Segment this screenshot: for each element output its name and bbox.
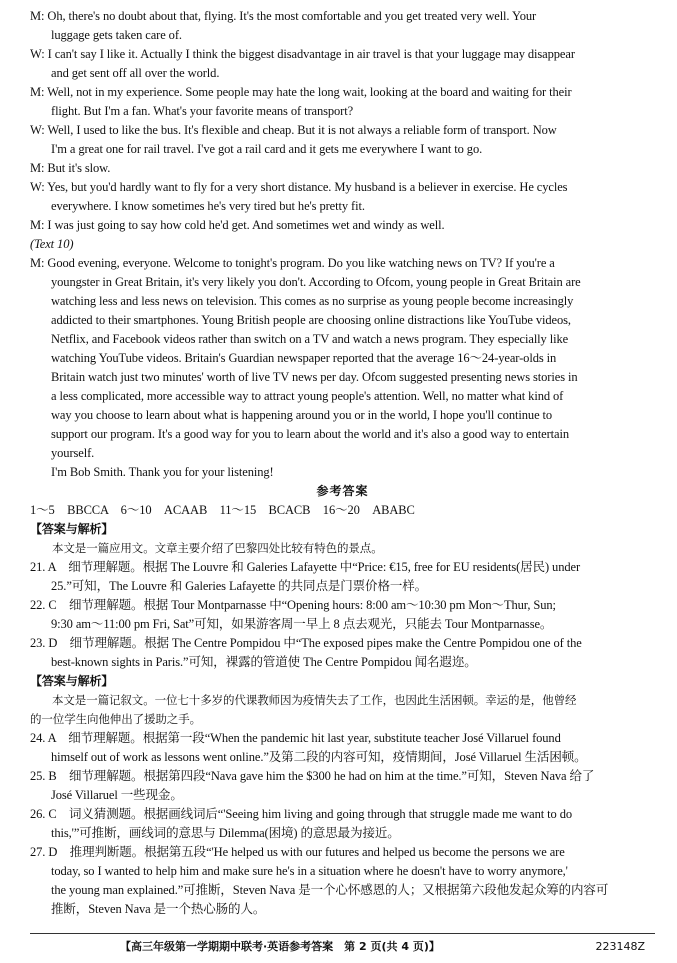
- text-line: support our program. It's a good way for you to learn about the world and it's also a good way to entertain: [51, 427, 569, 441]
- text-line: 27. D 推理判断题。根据第五段“'He helped us with our futures and helped us become the persons we are: [30, 845, 565, 859]
- text-line: 22. C 细节理解题。根据 Tour Montparnasse 中“Opening hours: 8:00 am～10:30 pm Mon～Thur, Sun;: [30, 598, 556, 612]
- answers-heading: 参考答案: [316, 484, 369, 498]
- text-line: everywhere. I know sometimes he's very tired but he's pretty fit.: [51, 199, 365, 213]
- text-line: 本文是一篇记叙文。一位七十多岁的代课教师因为疫情失去了工作，也因此生活困顿。幸运的是，他曾经: [52, 693, 577, 707]
- text-line: 23. D 细节理解题。根据 The Centre Pompidou 中“The exposed pipes make the Centre Pompidou one of the: [30, 636, 582, 650]
- text-line: way you choose to learn about what is happening around you or in the world, I hope you'll continue to: [51, 408, 553, 422]
- text-line: I'm Bob Smith. Thank you for your listening!: [51, 465, 274, 479]
- text-line: 的一位学生向他伸出了援助之手。: [30, 712, 201, 726]
- text-line: best-known sights in Paris.”可知，裸露的管道使 The Centre Pompidou 闻名遐迩。: [51, 655, 477, 669]
- footer-code: 223148Z: [595, 940, 645, 953]
- text-line: 21. A 细节理解题。根据 The Louvre 和 Galeries Lafayette 中“Price: €15, free for EU residents(居民) under: [30, 560, 581, 574]
- text-line: M: Good evening, everyone. Welcome to tonight's program. Do you like watching news on TV? If you're a: [30, 256, 555, 270]
- text-line: M: I was just going to say how cold he'd get. And sometimes wet and windy as well.: [30, 218, 445, 232]
- text-line: youngster in Great Britain, it's very likely you don't. According to Ofcom, young people in Great Britain are: [51, 275, 581, 289]
- text-line: M: But it's slow.: [30, 161, 111, 175]
- text10-label: (Text 10): [30, 237, 74, 251]
- text-line: I'm a great one for rail travel. I've got a rail card and it gets me everywhere I want to go.: [51, 142, 483, 156]
- text-line: 推断，Steven Nava 是一个热心肠的人。: [51, 902, 266, 916]
- page-content: [30, 7, 655, 919]
- text-line: the young man explained.”可推断，Steven Nava 是一个心怀感恩的人；又根据第六段他发起众筹的内容可: [51, 883, 609, 897]
- text-line: 9:30 am～11:00 pm Fri, Sat”可知，如果游客周一早上 8 点去观光，只能去 Tour Montparnasse。: [51, 617, 553, 631]
- footer-divider: [30, 933, 655, 934]
- text-line: Netflix, and Facebook videos rather than switch on a TV and watch a news program. They especially like: [51, 332, 569, 346]
- text-line: M: Well, not in my experience. Some people may hate the long wait, looking at the board and waiting for their: [30, 85, 572, 99]
- answer-key: 1～5 BBCCA 6～10 ACAAB 11～15 BCACB 16～20 ABABC: [30, 503, 415, 517]
- text-line: 本文是一篇应用文。文章主要介绍了巴黎四处比较有特色的景点。: [52, 541, 383, 555]
- section-heading-reading-a: 【答案与解析】: [30, 522, 114, 536]
- listening-transcript-text10: [30, 254, 655, 482]
- text-line: watching less and less news on television. This comes as no surprise as young people become increasingly: [51, 294, 574, 308]
- explanation-reading-b: [30, 691, 655, 919]
- text-line: flight. But I'm a fan. What's your favorite means of transport?: [51, 104, 354, 118]
- text-line: 25.”可知，The Louvre 和 Galeries Lafayette 的共同点是门票价格一样。: [51, 579, 428, 593]
- text-line: W: Yes, but you'd hardly want to fly for a very short distance. My husband is a believer in exercise. He cycles: [30, 180, 568, 194]
- page-footer: [30, 938, 655, 956]
- text-line: Britain watch just two minutes' worth of live TV news per day. Ofcom suggested presenting news stories in: [51, 370, 578, 384]
- text-line: luggage gets taken care of.: [51, 28, 182, 42]
- text-line: José Villaruel 一些现金。: [51, 788, 183, 802]
- text-line: watching YouTube videos. Britain's Guardian newspaper reported that the average 16～24-year-olds in: [51, 351, 557, 365]
- text-line: 25. B 细节理解题。根据第四段“Nava gave him the $300 he had on him at the time.”可知，Steven Nava 给了: [30, 769, 595, 783]
- text-line: W: I can't say I like it. Actually I think the biggest disadvantage in air travel is that your luggage may disappear: [30, 47, 575, 61]
- text-line: M: Oh, there's no doubt about that, flying. It's the most comfortable and you get treated very well. Your: [30, 9, 537, 23]
- listening-transcript-text9: [30, 7, 655, 235]
- text-line: and get sent off all over the world.: [51, 66, 220, 80]
- text-line: today, so I wanted to help him and make sure he's in a situation where he doesn't have to worry anymore,': [51, 864, 568, 878]
- footer-title: 【高三年级第一学期期中联考·英语参考答案 第 2 页(共 4 页)】: [120, 940, 440, 953]
- text-line: this,'”可推断，画线词的意思与 Dilemma(困境) 的意思最为接近。: [51, 826, 400, 840]
- text-line: W: Well, I used to like the bus. It's flexible and cheap. But it is not always a reliable form of transport. Now: [30, 123, 557, 137]
- text-line: himself out of work as lessons went online.”及第二段的内容可知，疫情期间，José Villaruel 生活困顿。: [51, 750, 587, 764]
- section-heading-reading-b: 【答案与解析】: [30, 674, 114, 688]
- text-line: 26. C 词义猜测题。根据画线词后“'Seeing him living and going through that struggle made me want to do: [30, 807, 573, 821]
- text-line: a less complicated, more accessible way to attract young people's attention. Well, no matter what kind of: [51, 389, 564, 403]
- text-line: addicted to their smartphones. Young British people are choosing online distractions like YouTube videos,: [51, 313, 571, 327]
- text-line: yourself.: [51, 446, 95, 460]
- explanation-reading-a: [30, 539, 655, 672]
- text-line: 24. A 细节理解题。根据第一段“When the pandemic hit last year, substitute teacher José Villaruel found: [30, 731, 561, 745]
